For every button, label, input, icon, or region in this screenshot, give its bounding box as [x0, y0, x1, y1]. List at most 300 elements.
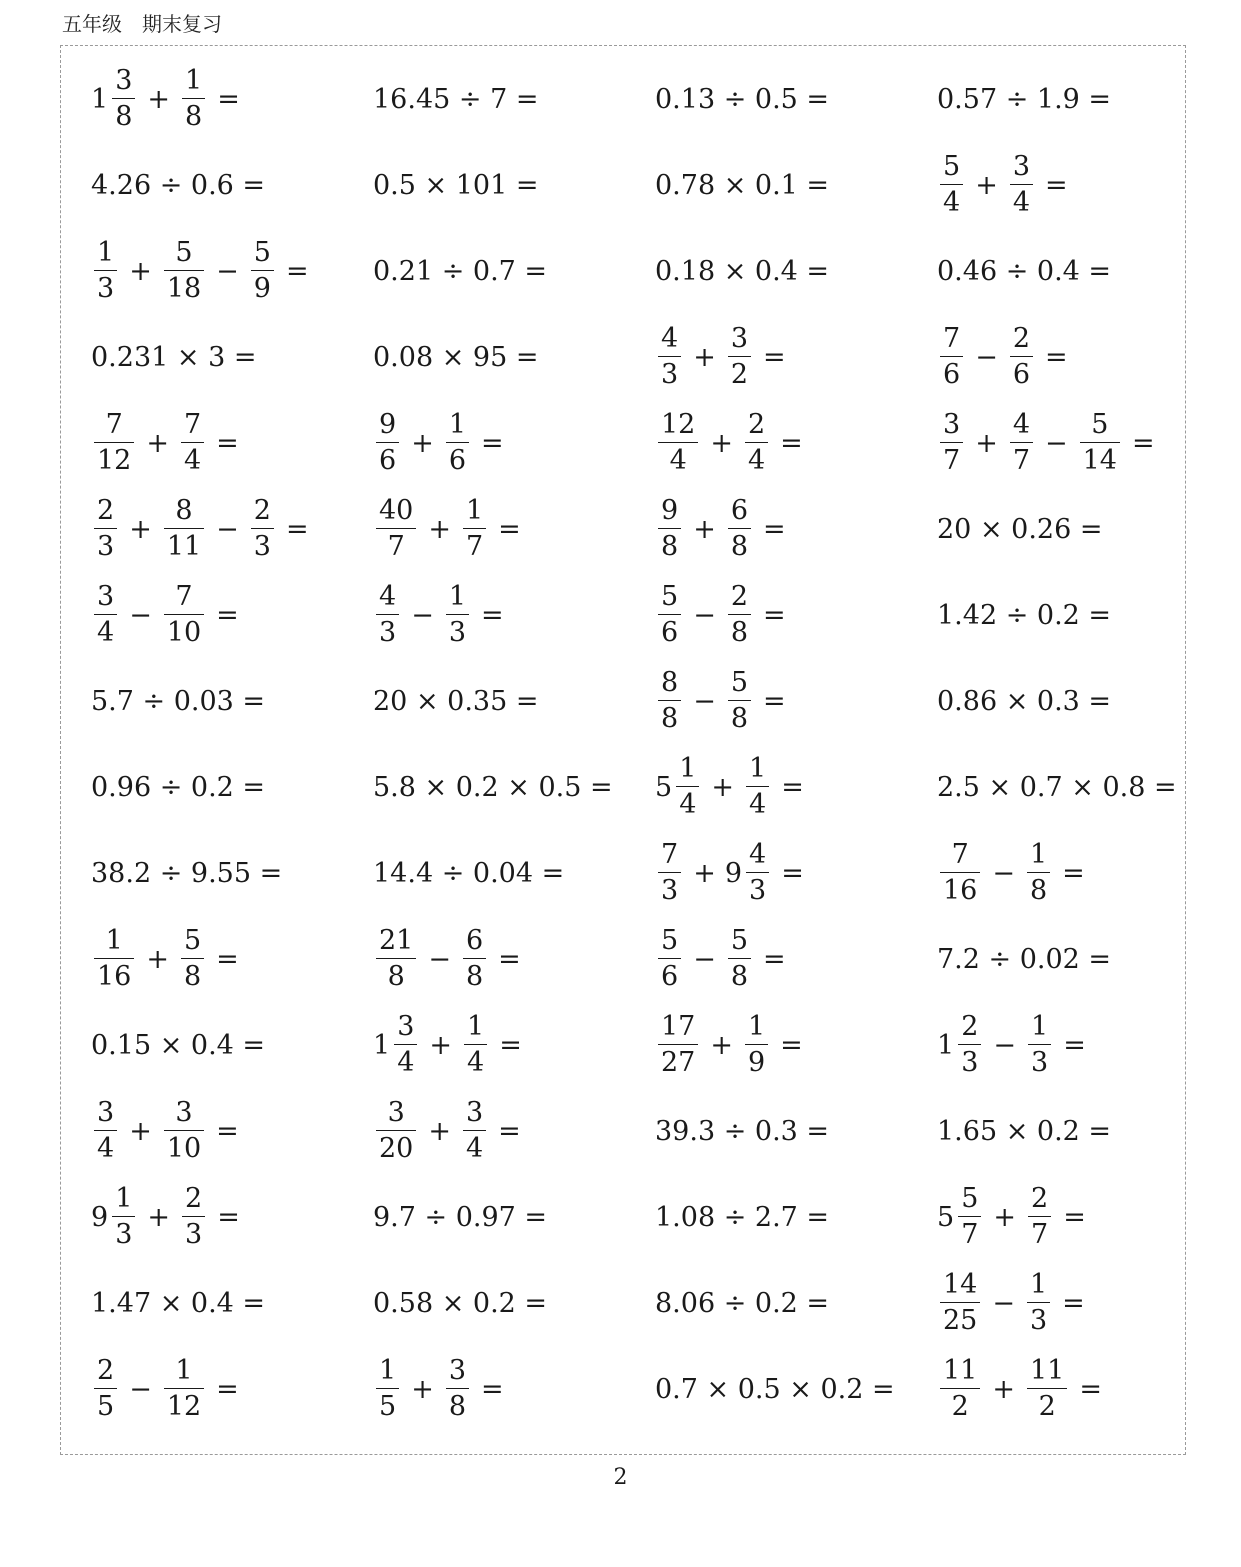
denominator: 3: [97, 531, 115, 562]
math-problem: [373, 1174, 547, 1260]
operator: =: [1079, 1373, 1102, 1405]
fraction-stack: [658, 838, 681, 906]
math-problem: [655, 830, 813, 916]
fraction-stack: [746, 838, 769, 906]
expression-text: 1.08 ÷ 2.7 =: [655, 1201, 830, 1233]
denominator: 8: [1029, 875, 1048, 906]
operator: =: [1045, 169, 1068, 201]
fraction-stack: [164, 580, 204, 648]
math-problem: [373, 744, 613, 830]
problem-row: [61, 400, 1185, 486]
fraction-stack: [463, 1096, 486, 1164]
numerator: 6: [730, 494, 748, 526]
fraction-stack: [958, 1182, 981, 1250]
mixed-number: [937, 1182, 984, 1250]
fraction: [373, 408, 402, 476]
fraction: [443, 408, 472, 476]
fraction: [725, 494, 754, 562]
fraction-stack: [1010, 322, 1033, 390]
numerator: 1: [467, 1010, 485, 1042]
numerator: 5: [961, 1182, 979, 1214]
fraction-bar: [940, 1388, 980, 1389]
denominator: 3: [253, 531, 271, 562]
denominator: 12: [166, 1391, 202, 1422]
math-problem: [655, 572, 795, 658]
operator: =: [216, 427, 239, 459]
numerator: 7: [175, 580, 193, 612]
operator: =: [499, 1029, 522, 1061]
fraction-stack: [940, 150, 963, 218]
fraction-stack: [1010, 150, 1033, 218]
fraction: [161, 1354, 207, 1422]
fraction-stack: [658, 666, 681, 734]
numerator: 6: [465, 924, 484, 956]
fraction-stack: [1027, 1354, 1067, 1422]
denominator: 7: [465, 531, 484, 562]
denominator: 3: [661, 875, 679, 906]
fraction-bar: [164, 528, 204, 529]
denominator: 4: [1012, 187, 1030, 218]
fraction-stack: [940, 1268, 980, 1336]
math-problem: [91, 142, 265, 228]
fraction-bar: [94, 270, 117, 271]
math-problem: [373, 1260, 547, 1346]
numerator: 5: [661, 580, 679, 612]
denominator: 7: [1012, 445, 1030, 476]
operator: +: [129, 513, 152, 545]
fraction-stack: [251, 494, 274, 562]
fraction-stack: [112, 1182, 135, 1250]
exercise-sheet: [60, 45, 1186, 1455]
expression-text: 16.45 ÷ 7 =: [373, 83, 539, 115]
math-problem: [655, 916, 795, 1002]
operator: −: [129, 1373, 152, 1405]
numerator: 1: [185, 64, 203, 96]
fraction: [91, 1354, 120, 1422]
operator: =: [498, 513, 521, 545]
math-problem: [655, 486, 795, 572]
fraction: [178, 924, 207, 992]
fraction: [461, 1010, 490, 1078]
operator: −: [1045, 427, 1068, 459]
whole-part: 1: [91, 83, 109, 115]
fraction-bar: [463, 958, 486, 959]
numerator: 7: [951, 838, 969, 870]
denominator: 8: [730, 703, 748, 734]
math-problem: [937, 1088, 1111, 1174]
fraction-stack: [958, 1010, 981, 1078]
fraction: [1007, 408, 1036, 476]
math-problem: [373, 572, 513, 658]
problem-row: [61, 1346, 1185, 1432]
denominator: 8: [730, 531, 748, 562]
fraction-stack: [376, 924, 416, 992]
numerator: 3: [115, 64, 133, 96]
expression-text: 1.47 × 0.4 =: [91, 1287, 266, 1319]
fraction-stack: [164, 1354, 204, 1422]
expression-text: 0.08 × 95 =: [373, 341, 539, 373]
numerator: 2: [747, 408, 766, 440]
page-header: 五年级 期末复习: [62, 12, 222, 36]
numerator: 5: [183, 924, 202, 956]
operator: +: [428, 1115, 451, 1147]
fraction-bar: [94, 958, 134, 959]
operator: =: [1063, 1201, 1086, 1233]
denominator: 4: [749, 789, 767, 820]
math-problem: [655, 1346, 895, 1432]
fraction-stack: [746, 752, 769, 820]
numerator: 1: [379, 1354, 397, 1386]
fraction-stack: [463, 924, 486, 992]
operator: −: [992, 1287, 1015, 1319]
fraction: [725, 666, 754, 734]
math-problem: [655, 228, 829, 314]
numerator: 1: [115, 1182, 133, 1214]
fraction-bar: [658, 356, 681, 357]
fraction-bar: [181, 958, 204, 959]
numerator: 5: [1091, 408, 1109, 440]
math-problem: [655, 1002, 812, 1088]
numerator: 8: [661, 666, 679, 698]
math-problem: [91, 56, 249, 142]
expression-text: 14.4 ÷ 0.04 =: [373, 857, 565, 889]
fraction-bar: [463, 1130, 486, 1131]
fraction-bar: [746, 786, 769, 787]
denominator: 6: [1012, 359, 1030, 390]
fraction-stack: [658, 580, 681, 648]
fraction-bar: [94, 1388, 117, 1389]
math-problem: [373, 1346, 513, 1432]
operator: =: [1045, 341, 1068, 373]
fraction-bar: [958, 1216, 981, 1217]
denominator: 4: [943, 187, 961, 218]
fraction: [743, 752, 772, 820]
fraction-bar: [940, 442, 963, 443]
fraction: [91, 494, 120, 562]
operator: +: [146, 427, 169, 459]
math-problem: [373, 486, 530, 572]
fraction-bar: [676, 786, 699, 787]
fraction: [373, 494, 419, 562]
fraction: [1007, 150, 1036, 218]
operator: =: [217, 83, 240, 115]
problem-row: [61, 486, 1185, 572]
fraction-bar: [745, 442, 768, 443]
numerator: 1: [747, 1010, 766, 1042]
numerator: 14: [943, 1268, 978, 1300]
math-problem: [937, 1260, 1094, 1346]
fraction-bar: [958, 1044, 981, 1045]
expression-text: 0.5 × 101 =: [373, 169, 539, 201]
fraction-stack: [94, 580, 117, 648]
fraction: [1024, 1268, 1053, 1336]
operator: +: [711, 771, 734, 803]
operator: +: [693, 341, 716, 373]
numerator: 5: [175, 236, 193, 268]
denominator: 16: [97, 961, 132, 992]
whole-part: 1: [373, 1029, 391, 1061]
fraction-bar: [728, 958, 751, 959]
math-problem: [655, 142, 829, 228]
fraction-bar: [376, 614, 399, 615]
fraction-stack: [745, 408, 768, 476]
math-problem: [91, 486, 318, 572]
fraction-bar: [1027, 1388, 1067, 1389]
denominator: 3: [661, 359, 679, 390]
fraction: [161, 494, 207, 562]
fraction-stack: [728, 322, 751, 390]
problem-row: [61, 56, 1185, 142]
fraction-bar: [658, 958, 681, 959]
operator: +: [411, 1373, 434, 1405]
math-problem: [91, 1260, 265, 1346]
fraction-bar: [251, 528, 274, 529]
denominator: 3: [749, 875, 767, 906]
fraction-bar: [728, 700, 751, 701]
numerator: 3: [448, 1354, 466, 1386]
expression-text: 0.96 ÷ 0.2 =: [91, 771, 266, 803]
fraction: [655, 408, 701, 476]
math-problem: [655, 400, 812, 486]
fraction-bar: [394, 1044, 417, 1045]
fraction-bar: [182, 1216, 205, 1217]
fraction-bar: [940, 356, 963, 357]
fraction-stack: [940, 838, 980, 906]
numerator: 4: [749, 838, 767, 870]
fraction-bar: [94, 528, 117, 529]
fraction-bar: [251, 270, 274, 271]
fraction: [373, 580, 402, 648]
numerator: 9: [661, 494, 679, 526]
problem-row: [61, 830, 1185, 916]
math-problem: [937, 400, 1164, 486]
fraction-bar: [728, 356, 751, 357]
operator: =: [481, 1373, 504, 1405]
fraction: [725, 924, 754, 992]
fraction-bar: [658, 700, 681, 701]
expression-text: 0.58 × 0.2 =: [373, 1287, 548, 1319]
fraction-bar: [728, 614, 751, 615]
mixed-number: [937, 1010, 984, 1078]
expression-text: 9.7 ÷ 0.97 =: [373, 1201, 548, 1233]
denominator: 3: [1029, 1305, 1048, 1336]
expression-text: 38.2 ÷ 9.55 =: [91, 857, 283, 889]
math-problem: [91, 314, 256, 400]
fraction: [1024, 838, 1053, 906]
operator: =: [216, 1373, 239, 1405]
fraction-bar: [164, 270, 204, 271]
math-problem: [655, 56, 829, 142]
denominator: 4: [669, 445, 687, 476]
denominator: 3: [115, 1219, 133, 1250]
numerator: 4: [379, 580, 397, 612]
denominator: 2: [730, 359, 748, 390]
problem-row: [61, 1088, 1185, 1174]
operator: =: [763, 943, 786, 975]
math-problem: [655, 314, 795, 400]
fraction-bar: [446, 1388, 469, 1389]
fraction-stack: [376, 580, 399, 648]
fraction: [655, 494, 684, 562]
fraction-stack: [94, 236, 117, 304]
numerator: 2: [97, 494, 115, 526]
fraction-stack: [446, 408, 469, 476]
fraction-bar: [1010, 442, 1033, 443]
numerator: 9: [379, 408, 397, 440]
expression-text: 7.2 ÷ 0.02 =: [937, 943, 1112, 975]
math-problem: [91, 658, 265, 744]
fraction-stack: [376, 1354, 399, 1422]
operator: −: [411, 599, 434, 631]
numerator: 1: [448, 408, 466, 440]
fraction-bar: [376, 528, 416, 529]
fraction-stack: [376, 408, 399, 476]
fraction: [742, 1010, 771, 1078]
math-problem: [373, 142, 538, 228]
operator: =: [216, 943, 239, 975]
operator: =: [498, 1115, 521, 1147]
denominator: 9: [253, 273, 271, 304]
expression-text: 20 × 0.35 =: [373, 685, 539, 717]
fraction-bar: [112, 1216, 135, 1217]
expression-text: 4.26 ÷ 0.6 =: [91, 169, 266, 201]
fraction-bar: [164, 1130, 204, 1131]
fraction-stack: [181, 408, 204, 476]
fraction-bar: [940, 184, 963, 185]
fraction: [373, 1096, 419, 1164]
math-problem: [91, 400, 248, 486]
fraction: [937, 1268, 983, 1336]
denominator: 18: [166, 273, 202, 304]
denominator: 8: [183, 961, 202, 992]
numerator: 5: [253, 236, 271, 268]
operator: −: [975, 341, 998, 373]
math-problem: [937, 314, 1077, 400]
numerator: 1: [465, 494, 484, 526]
denominator: 5: [379, 1391, 397, 1422]
denominator: 11: [166, 531, 202, 562]
operator: −: [129, 599, 152, 631]
denominator: 3: [1031, 1047, 1049, 1078]
denominator: 14: [1082, 445, 1117, 476]
numerator: 7: [661, 838, 679, 870]
problem-row: [61, 1002, 1185, 1088]
denominator: 4: [183, 445, 202, 476]
math-problem: [373, 56, 538, 142]
fraction-bar: [658, 528, 681, 529]
problem-row: [61, 1174, 1185, 1260]
denominator: 4: [679, 789, 697, 820]
math-problem: [373, 658, 538, 744]
fraction: [161, 236, 207, 304]
math-problem: [373, 1088, 530, 1174]
numerator: 7: [183, 408, 202, 440]
math-problem: [655, 1174, 829, 1260]
math-problem: [373, 314, 538, 400]
operator: =: [780, 427, 803, 459]
expression-text: 5.8 × 0.2 × 0.5 =: [373, 771, 613, 803]
fraction-bar: [463, 528, 486, 529]
fraction-bar: [658, 872, 681, 873]
expression-text: 1.65 × 0.2 =: [937, 1115, 1112, 1147]
fraction: [1007, 322, 1036, 390]
numerator: 1: [749, 752, 767, 784]
operator: +: [975, 169, 998, 201]
fraction-bar: [1010, 356, 1033, 357]
fraction-stack: [182, 64, 205, 132]
math-problem: [937, 142, 1077, 228]
operator: =: [1063, 1029, 1086, 1061]
fraction-stack: [164, 236, 204, 304]
fraction-stack: [94, 1096, 117, 1164]
fraction-bar: [446, 442, 469, 443]
operator: =: [781, 857, 804, 889]
numerator: 3: [730, 322, 748, 354]
fraction-bar: [746, 872, 769, 873]
fraction-stack: [164, 1096, 204, 1164]
fraction: [161, 580, 207, 648]
operator: =: [498, 943, 521, 975]
operator: =: [216, 599, 239, 631]
fraction-bar: [464, 1044, 487, 1045]
numerator: 3: [387, 1096, 405, 1128]
denominator: 8: [387, 961, 405, 992]
fraction: [655, 924, 684, 992]
numerator: 4: [1012, 408, 1030, 440]
fraction-bar: [658, 442, 698, 443]
fraction: [179, 64, 208, 132]
fraction: [1024, 1354, 1070, 1422]
fraction-bar: [745, 1044, 768, 1045]
fraction-stack: [464, 1010, 487, 1078]
denominator: 6: [379, 445, 397, 476]
fraction-stack: [940, 322, 963, 390]
fraction: [725, 580, 754, 648]
operator: −: [693, 943, 716, 975]
denominator: 8: [730, 617, 748, 648]
denominator: 16: [943, 875, 978, 906]
fraction: [91, 580, 120, 648]
fraction: [655, 322, 684, 390]
math-problem: [937, 744, 1177, 830]
operator: +: [992, 1373, 1015, 1405]
operator: +: [129, 255, 152, 287]
operator: −: [992, 857, 1015, 889]
expression-text: 0.15 × 0.4 =: [91, 1029, 266, 1061]
math-problem: [937, 1002, 1095, 1088]
fraction-stack: [1028, 1010, 1051, 1078]
mixed-number: [724, 838, 772, 906]
fraction-stack: [164, 494, 204, 562]
fraction-stack: [940, 408, 963, 476]
fraction-bar: [94, 1130, 117, 1131]
fraction: [725, 322, 754, 390]
fraction: [937, 1354, 983, 1422]
denominator: 3: [185, 1219, 203, 1250]
mixed-number: [91, 1182, 138, 1250]
operator: +: [147, 1201, 170, 1233]
numerator: 2: [730, 580, 748, 612]
fraction-stack: [376, 494, 416, 562]
numerator: 7: [943, 322, 961, 354]
denominator: 3: [448, 617, 466, 648]
operator: +: [693, 513, 716, 545]
denominator: 8: [661, 531, 679, 562]
math-problem: [373, 228, 547, 314]
math-problem: [655, 658, 795, 744]
numerator: 2: [961, 1010, 979, 1042]
fraction-bar: [1028, 1044, 1051, 1045]
